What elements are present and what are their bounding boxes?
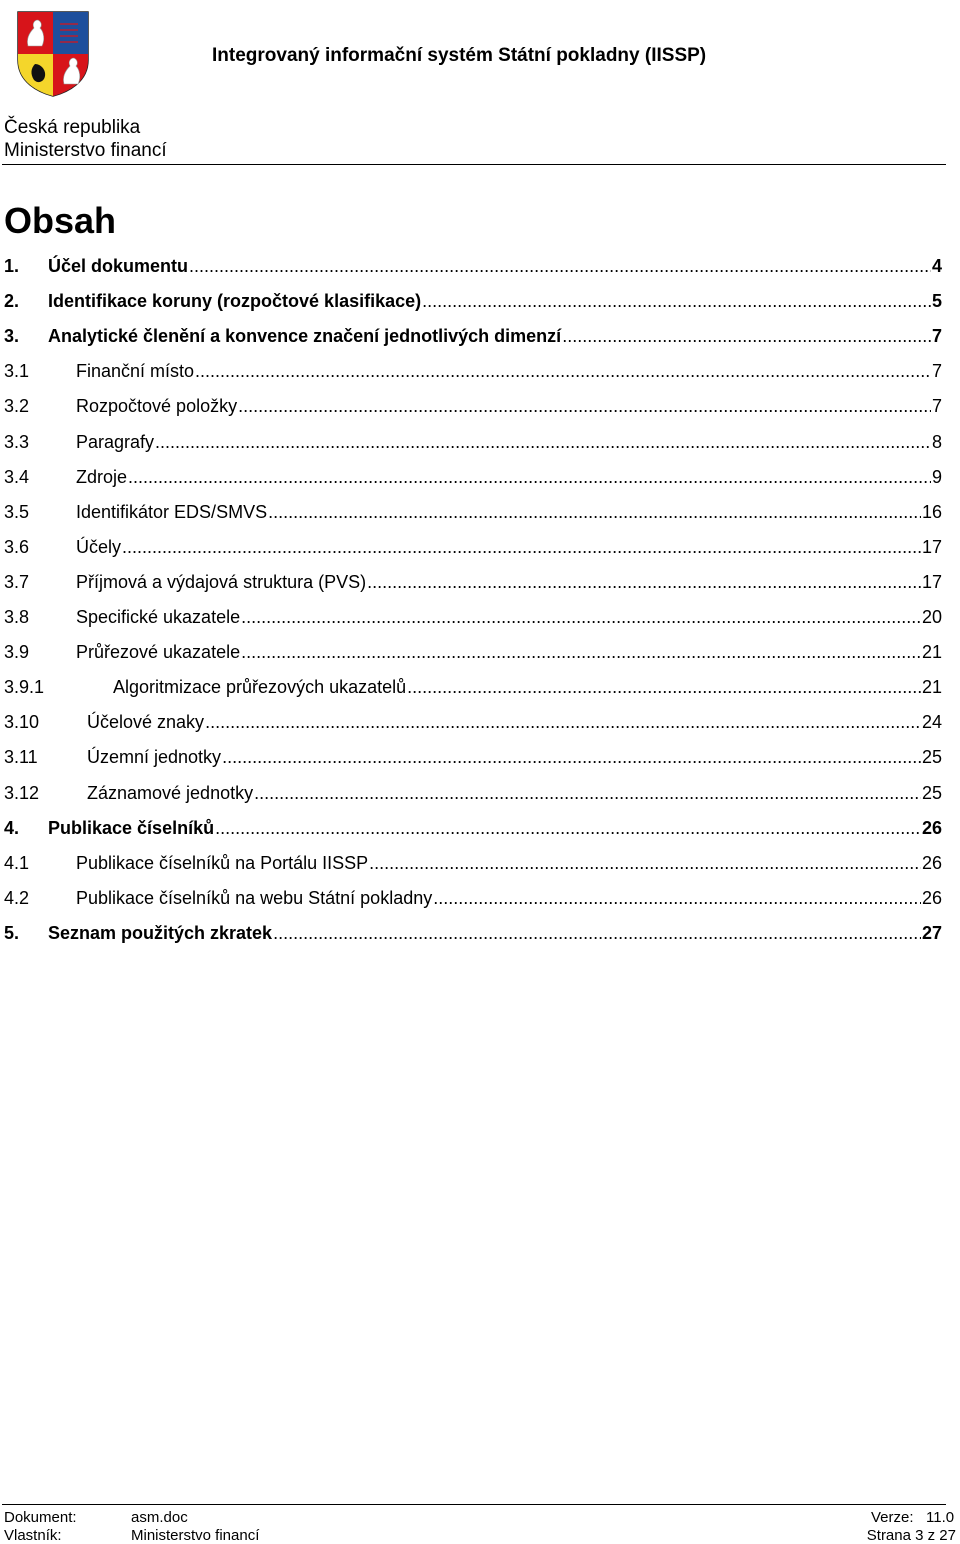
header-divider xyxy=(2,164,946,165)
toc-entry-page: 17 xyxy=(921,572,942,592)
toc-entry-title: Příjmová a výdajová struktura (PVS) xyxy=(76,572,367,592)
toc-dot-leader xyxy=(238,396,931,417)
toc-entry-number: 2. xyxy=(4,291,20,311)
toc-dot-leader xyxy=(241,607,921,628)
toc-entry-number: 1. xyxy=(4,256,20,276)
footer-owner-value: Ministerstvo financí xyxy=(131,1527,260,1544)
toc-entry-page: 27 xyxy=(921,923,942,943)
toc-dot-leader xyxy=(205,712,921,733)
toc-dot-leader xyxy=(367,572,921,593)
toc-entry[interactable] xyxy=(4,642,942,666)
toc-entry[interactable] xyxy=(4,291,942,315)
toc-entry-title: Finanční místo xyxy=(76,361,195,381)
toc-entry-page: 9 xyxy=(931,467,942,487)
toc-entry[interactable] xyxy=(4,537,942,561)
toc-dot-leader xyxy=(222,747,921,768)
toc-entry[interactable] xyxy=(4,361,942,385)
toc-entry-page: 20 xyxy=(921,607,942,627)
toc-entry-title: Identifikace koruny (rozpočtové klasifikace) xyxy=(48,291,422,311)
toc-entry-page: 24 xyxy=(921,712,942,732)
toc-dot-leader xyxy=(562,326,931,347)
toc-entry-number: 3.1 xyxy=(4,361,30,381)
toc-entry[interactable] xyxy=(4,432,942,456)
toc-entry-number: 4.1 xyxy=(4,853,30,873)
toc-dot-leader xyxy=(433,888,921,909)
footer-owner-label: Vlastník: xyxy=(4,1527,62,1544)
toc-entry-page: 26 xyxy=(921,853,942,873)
toc-entry-title: Průřezové ukazatele xyxy=(76,642,241,662)
toc-entry[interactable] xyxy=(4,747,942,771)
toc-entry[interactable] xyxy=(4,256,942,280)
toc-dot-leader xyxy=(369,853,921,874)
toc-entry[interactable] xyxy=(4,888,942,912)
toc-entry-number: 3.3 xyxy=(4,432,30,452)
toc-dot-leader xyxy=(189,256,931,277)
toc-entry-title: Seznam použitých zkratek xyxy=(48,923,273,943)
toc-entry[interactable] xyxy=(4,818,942,842)
toc-entry-title: Publikace číselníků xyxy=(48,818,215,838)
czech-coat-of-arms-icon xyxy=(16,10,90,98)
toc-entry-title: Paragrafy xyxy=(76,432,155,452)
toc-entry-title: Publikace číselníků na webu Státní pokladny xyxy=(76,888,433,908)
toc-entry-title: Specifické ukazatele xyxy=(76,607,241,627)
toc-dot-leader xyxy=(215,818,921,839)
system-title: Integrovaný informační systém Státní pokladny (IISSP) xyxy=(212,45,707,66)
toc-entry[interactable] xyxy=(4,783,942,807)
toc-heading: Obsah xyxy=(4,200,117,241)
toc-entry-title: Zdroje xyxy=(76,467,128,487)
toc-entry-title: Publikace číselníků na Portálu IISSP xyxy=(76,853,369,873)
toc-entry-title: Rozpočtové položky xyxy=(76,396,238,416)
toc-dot-leader xyxy=(273,923,921,944)
toc-entry-page: 4 xyxy=(931,256,942,276)
toc-dot-leader xyxy=(155,432,931,453)
footer-version-value: 11.0 xyxy=(926,1509,955,1526)
toc-entry-title: Identifikátor EDS/SMVS xyxy=(76,502,268,522)
toc-entry-number: 3.10 xyxy=(4,712,40,732)
toc-entry[interactable] xyxy=(4,677,942,701)
toc-entry-number: 3.7 xyxy=(4,572,30,592)
toc-entry-title: Účely xyxy=(76,537,122,557)
toc-entry-page: 7 xyxy=(931,396,942,416)
toc-entry-page: 7 xyxy=(931,361,942,381)
toc-entry-number: 3.2 xyxy=(4,396,30,416)
toc-entry-page: 17 xyxy=(921,537,942,557)
toc-dot-leader xyxy=(268,502,921,523)
toc-entry[interactable] xyxy=(4,712,942,736)
toc-entry-page: 25 xyxy=(921,747,942,767)
toc-entry-number: 3.6 xyxy=(4,537,30,557)
toc-entry-number: 4. xyxy=(4,818,20,838)
toc-entry[interactable] xyxy=(4,607,942,631)
toc-entry-number: 3. xyxy=(4,326,20,346)
toc-entry-page: 21 xyxy=(921,677,942,697)
footer-version-label: Verze: xyxy=(871,1509,914,1526)
toc-dot-leader xyxy=(195,361,931,382)
toc-entry-page: 26 xyxy=(921,818,942,838)
toc-entry[interactable] xyxy=(4,326,942,350)
toc-dot-leader xyxy=(122,537,921,558)
toc-dot-leader xyxy=(254,783,921,804)
toc-entry[interactable] xyxy=(4,396,942,420)
toc-entry-number: 5. xyxy=(4,923,20,943)
toc-entry-page: 26 xyxy=(921,888,942,908)
toc-entry-title: Analytické členění a konvence značení jednotlivých dimenzí xyxy=(48,326,562,346)
toc-entry-page: 5 xyxy=(931,291,942,311)
toc-entry-number: 3.5 xyxy=(4,502,30,522)
org-ministry: Ministerstvo financí xyxy=(4,140,167,161)
toc-entry[interactable] xyxy=(4,853,942,877)
toc-entry-title: Záznamové jednotky xyxy=(87,783,254,803)
footer-divider xyxy=(2,1504,946,1505)
toc-entry-number: 4.2 xyxy=(4,888,30,908)
toc-entry-number: 3.11 xyxy=(4,747,38,767)
toc-dot-leader xyxy=(422,291,931,312)
toc-entry[interactable] xyxy=(4,923,942,947)
toc-entry-title: Účelové znaky xyxy=(87,712,205,732)
toc-entry-number: 3.4 xyxy=(4,467,30,487)
toc-entry-title: Územní jednotky xyxy=(87,747,222,767)
footer-page-number: Strana 3 z 27 xyxy=(866,1527,956,1544)
toc-entry-number: 3.8 xyxy=(4,607,30,627)
toc-entry[interactable] xyxy=(4,467,942,491)
toc-entry[interactable] xyxy=(4,502,942,526)
footer-document-value: asm.doc xyxy=(131,1509,188,1526)
toc-entry[interactable] xyxy=(4,572,942,596)
toc-dot-leader xyxy=(128,467,931,488)
toc-entry-page: 16 xyxy=(921,502,942,522)
toc-dot-leader xyxy=(241,642,921,663)
toc-entry-title: Účel dokumentu xyxy=(48,256,189,276)
toc-dot-leader xyxy=(407,677,921,698)
toc-entry-title: Algoritmizace průřezových ukazatelů xyxy=(113,677,407,697)
toc-entry-page: 7 xyxy=(931,326,942,346)
toc-entry-page: 21 xyxy=(921,642,942,662)
footer-document-label: Dokument: xyxy=(4,1509,77,1526)
toc-entry-page: 25 xyxy=(921,783,942,803)
org-country: Česká republika xyxy=(4,117,141,138)
toc-entry-number: 3.12 xyxy=(4,783,40,803)
toc-entry-number: 3.9.1 xyxy=(4,677,45,697)
toc-entry-page: 8 xyxy=(931,432,942,452)
toc-entry-number: 3.9 xyxy=(4,642,30,662)
